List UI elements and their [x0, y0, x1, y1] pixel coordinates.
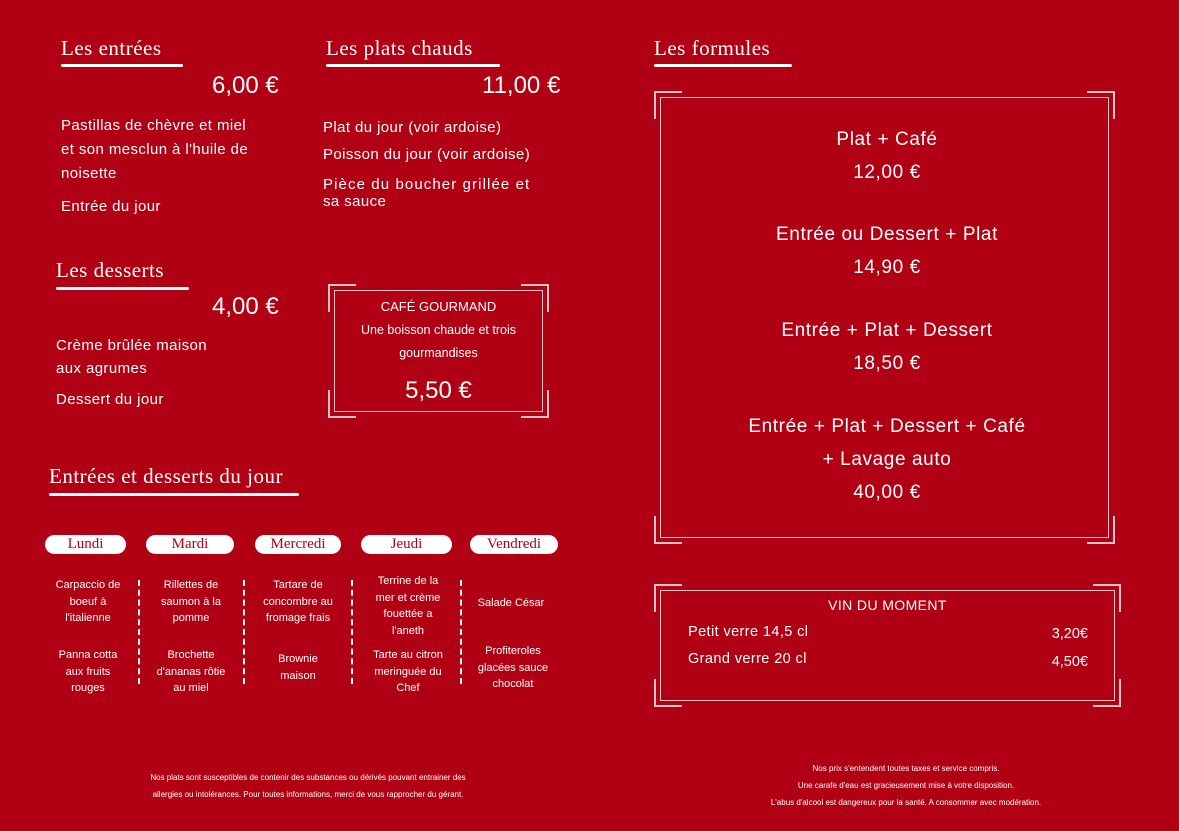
jour-dessert-lundi: Panna cotta aux fruits rouges [58, 649, 118, 694]
formule-complete-lavage: Entrée + Plat + Dessert + Café + Lavage auto 40,00 € [748, 416, 1026, 503]
day-separator [138, 580, 140, 684]
jour-entree-vendredi: Salade César [477, 597, 545, 609]
desserts-item: Crème brûlée maison [56, 337, 207, 354]
desserts-price: 4,00 € [212, 293, 279, 320]
day-separator [243, 580, 245, 684]
desserts-underline [56, 287, 189, 290]
jour-entree-jeudi: Terrine de la mer et crème fouettée a l'aneth [375, 575, 441, 637]
entrees-underline [61, 64, 183, 67]
jour-title: Entrées et desserts du jour [49, 464, 283, 488]
plats-item: Pièce du boucher grillée et [323, 176, 531, 193]
vin-title: VIN DU MOMENT [828, 597, 947, 613]
jour-underline [49, 493, 299, 496]
entrees-item: et son mesclun à l'huile de [61, 141, 249, 158]
vin-row-price: 3,20€ [1051, 626, 1088, 642]
entrees-title: Les entrées [61, 36, 162, 60]
entrees-item: Pastillas de chèvre et miel [61, 117, 247, 134]
desserts-item: Dessert du jour [56, 391, 164, 408]
allergen-notice: Nos plats sont susceptibles de contenir des substances ou dérivés pouvant entrainer des allergies ou intolérances. Pour toutes informations, merci de vous rapprocher du gérant. [150, 773, 466, 799]
jour-dessert-mardi: Brochette d'ananas rôtie au miel [156, 649, 226, 694]
jour-dessert-vendredi: Profiteroles glacées sauce chocolat [477, 645, 549, 690]
entrees-price: 6,00 € [212, 72, 279, 99]
plats-item: sa sauce [323, 193, 387, 210]
plats-underline [326, 64, 500, 67]
cafe-gourmand-price: 5,50 € [405, 377, 472, 404]
formule-entree-ou-dessert-plat: Entrée ou Dessert + Plat 14,90 € [776, 224, 998, 278]
formule-plat-cafe: Plat + Café 12,00 € [836, 129, 938, 183]
day-separator [351, 580, 353, 684]
plats-item: Plat du jour (voir ardoise) [323, 119, 502, 136]
jour-dessert-mercredi: Brownie maison [278, 653, 318, 682]
entrees-item: noisette [61, 165, 117, 182]
formule-entree-plat-dessert: Entrée + Plat + Dessert 18,50 € [781, 320, 993, 374]
desserts-item: aux agrumes [56, 360, 148, 377]
cafe-gourmand-desc: Une boisson chaude et trois [361, 323, 516, 337]
plats-title: Les plats chauds [326, 36, 473, 60]
formules-title: Les formules [654, 36, 771, 60]
day-jeudi: Jeudi [361, 535, 452, 554]
day-vendredi: Vendredi [470, 535, 558, 554]
desserts-title: Les desserts [56, 258, 165, 282]
day-separator [460, 580, 462, 684]
vin-row-label: Petit verre 14,5 cl [688, 624, 809, 640]
jour-entree-mardi: Rillettes de saumon à la pomme [161, 579, 221, 624]
legal-notice: Nos prix s'entendent toutes taxes et service compris. Une carafe d'eau est gracieusement mise à votre disposition. L'abus d'alcool est dangereux pour la santé. A consommer avec modération. [770, 764, 1042, 807]
plats-item: Poisson du jour (voir ardoise) [323, 146, 531, 163]
cafe-gourmand-title: CAFÉ GOURMAND [380, 299, 497, 314]
jour-entree-lundi: Carpaccio de boeuf à l'italienne [55, 579, 121, 624]
vin-row-price: 4,50€ [1051, 654, 1088, 670]
jour-entree-mercredi: Tartare de concombre au fromage frais [263, 579, 333, 624]
day-lundi: Lundi [45, 535, 126, 554]
cafe-gourmand-desc: gourmandises [399, 346, 478, 360]
jour-dessert-jeudi: Tarte au citron meringuée du Chef [373, 649, 443, 694]
vin-row-label: Grand verre 20 cl [688, 651, 807, 667]
plats-price: 11,00 € [482, 72, 561, 99]
entrees-item: Entrée du jour [61, 198, 161, 215]
formules-underline [654, 64, 792, 67]
day-mardi: Mardi [146, 535, 234, 554]
day-mercredi: Mercredi [255, 535, 341, 554]
